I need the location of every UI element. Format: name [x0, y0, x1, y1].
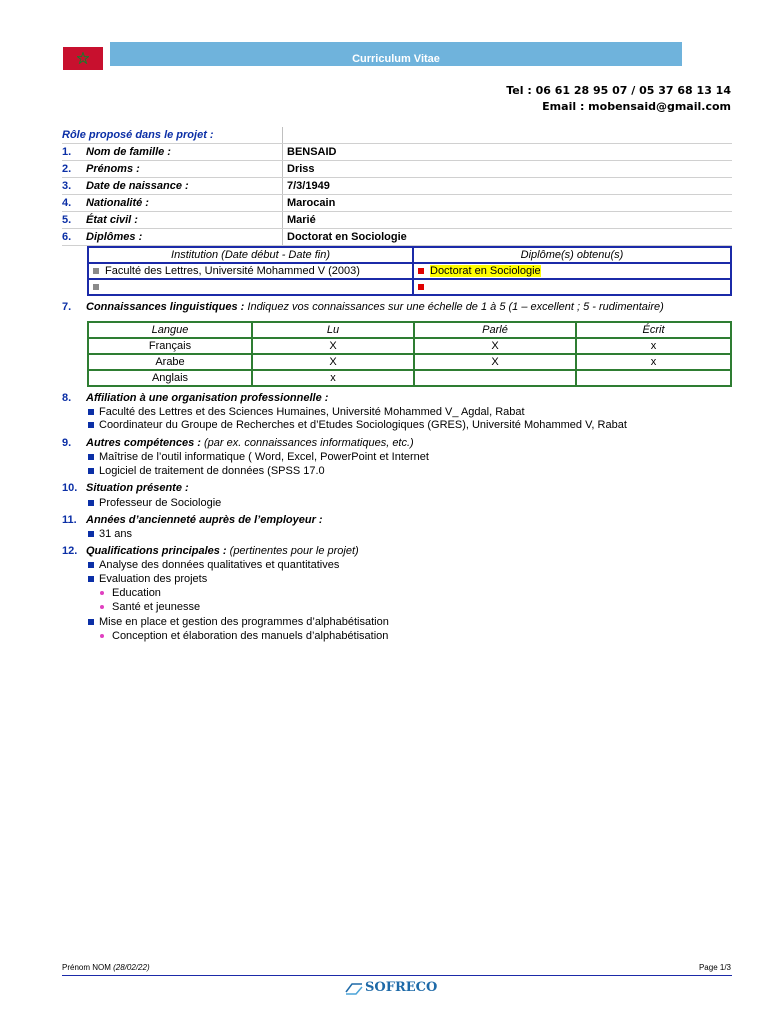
- lastname-value: BENSAID: [283, 144, 733, 161]
- list-item: Faculté des Lettres et des Sciences Humaines, Université Mohammed V_ Agdal, Rabat: [88, 406, 525, 418]
- sofreco-logo-icon: [345, 981, 363, 995]
- qualifications-heading: 12. Qualifications principales : (pertinentes pour le projet): [62, 545, 359, 557]
- table-row: Français X X x: [88, 338, 731, 354]
- contact-email: Email : mobensaid@gmail.com: [542, 100, 731, 113]
- list-item: Coordinateur du Groupe de Recherches et d’Etudes Sociologiques (GRES), Université Mohammed V, Rabat: [88, 419, 627, 431]
- footer-divider: [62, 975, 732, 976]
- pink-dot-icon: [100, 591, 104, 595]
- sofreco-logo: SOFRECO: [345, 980, 437, 995]
- seniority-heading: 11. Années d’ancienneté auprès de l’employeur :: [62, 514, 323, 526]
- diploma-cell: [413, 279, 731, 295]
- languages-table: Langue Lu Parlé Écrit Français X X x Arabe X X x Anglais x: [87, 321, 732, 387]
- cv-title-banner: Curriculum Vitae: [110, 42, 682, 66]
- blue-bullet-icon: [88, 422, 94, 428]
- list-item: Evaluation des projets: [88, 573, 207, 585]
- blue-bullet-icon: [88, 409, 94, 415]
- list-subitem: Santé et jeunesse: [100, 601, 200, 613]
- list-item: Mise en place et gestion des programmes d’alphabétisation: [88, 616, 389, 628]
- diplomas-label: Diplômes :: [86, 229, 283, 246]
- blue-bullet-icon: [88, 562, 94, 568]
- blue-bullet-icon: [88, 619, 94, 625]
- list-subitem: Conception et élaboration des manuels d’alphabétisation: [100, 630, 388, 642]
- pink-dot-icon: [100, 605, 104, 609]
- civil-status-label: État civil :: [86, 212, 283, 229]
- list-item: Analyse des données qualitatives et quantitatives: [88, 559, 339, 571]
- languages-heading: 7. Connaissances linguistiques : Indiquez vos connaissances sur une échelle de 1 à 5 (1 – excellent ; 5 - rudimentaire): [62, 301, 664, 313]
- footer-name: Prénom NOM (28/02/22): [62, 963, 150, 972]
- blue-bullet-icon: [88, 576, 94, 582]
- table-row: Anglais x: [88, 370, 731, 386]
- role-label: Rôle proposé dans le projet :: [62, 127, 283, 144]
- list-item: Maîtrise de l’outil informatique ( Word, Excel, PowerPoint et Internet: [88, 451, 429, 463]
- affiliation-heading: 8. Affiliation à une organisation professionnelle :: [62, 392, 329, 404]
- institution-cell: [88, 279, 413, 295]
- morocco-flag-icon: [63, 47, 103, 70]
- civil-status-value: Marié: [283, 212, 733, 229]
- nationality-value: Marocain: [283, 195, 733, 212]
- firstname-value: Driss: [283, 161, 733, 178]
- diploma-cell: Doctorat en Sociologie: [413, 263, 731, 279]
- list-subitem: Education: [100, 587, 161, 599]
- identity-table: Rôle proposé dans le projet : 1. Nom de famille : BENSAID 2. Prénoms : Driss 3. Date de naissance : 7/3/1949 4. Nationalité : Marocain 5. État civil : Marié 6. Diplômes : Doctorat en Sociologie: [62, 127, 732, 246]
- list-item: 31 ans: [88, 528, 132, 540]
- skills-heading: 9. Autres compétences : (par ex. connaissances informatiques, etc.): [62, 437, 414, 449]
- firstname-label: Prénoms :: [86, 161, 283, 178]
- birthdate-label: Date de naissance :: [86, 178, 283, 195]
- birthdate-value: 7/3/1949: [283, 178, 733, 195]
- pink-dot-icon: [100, 634, 104, 638]
- red-bullet-icon: [418, 284, 424, 290]
- red-bullet-icon: [418, 268, 424, 274]
- list-item: Logiciel de traitement de données (SPSS 17.0: [88, 465, 325, 477]
- contact-phone: Tel : 06 61 28 95 07 / 05 37 68 13 14: [506, 84, 731, 97]
- gray-bullet-icon: [93, 284, 99, 290]
- gray-bullet-icon: [93, 268, 99, 274]
- institution-cell: Faculté des Lettres, Université Mohammed V (2003): [88, 263, 413, 279]
- table-row: Arabe X X x: [88, 354, 731, 370]
- blue-bullet-icon: [88, 468, 94, 474]
- blue-bullet-icon: [88, 500, 94, 506]
- situation-heading: 10. Situation présente :: [62, 482, 189, 494]
- blue-bullet-icon: [88, 531, 94, 537]
- lastname-label: Nom de famille :: [86, 144, 283, 161]
- nationality-label: Nationalité :: [86, 195, 283, 212]
- list-item: Professeur de Sociologie: [88, 497, 221, 509]
- blue-bullet-icon: [88, 454, 94, 460]
- institution-header: Institution (Date début - Date fin): [88, 247, 413, 263]
- diploma-header: Diplôme(s) obtenu(s): [413, 247, 731, 263]
- diplomas-table: [87, 246, 732, 296]
- page-number: Page 1/3: [698, 963, 731, 972]
- diplomas-value: Doctorat en Sociologie: [283, 229, 733, 246]
